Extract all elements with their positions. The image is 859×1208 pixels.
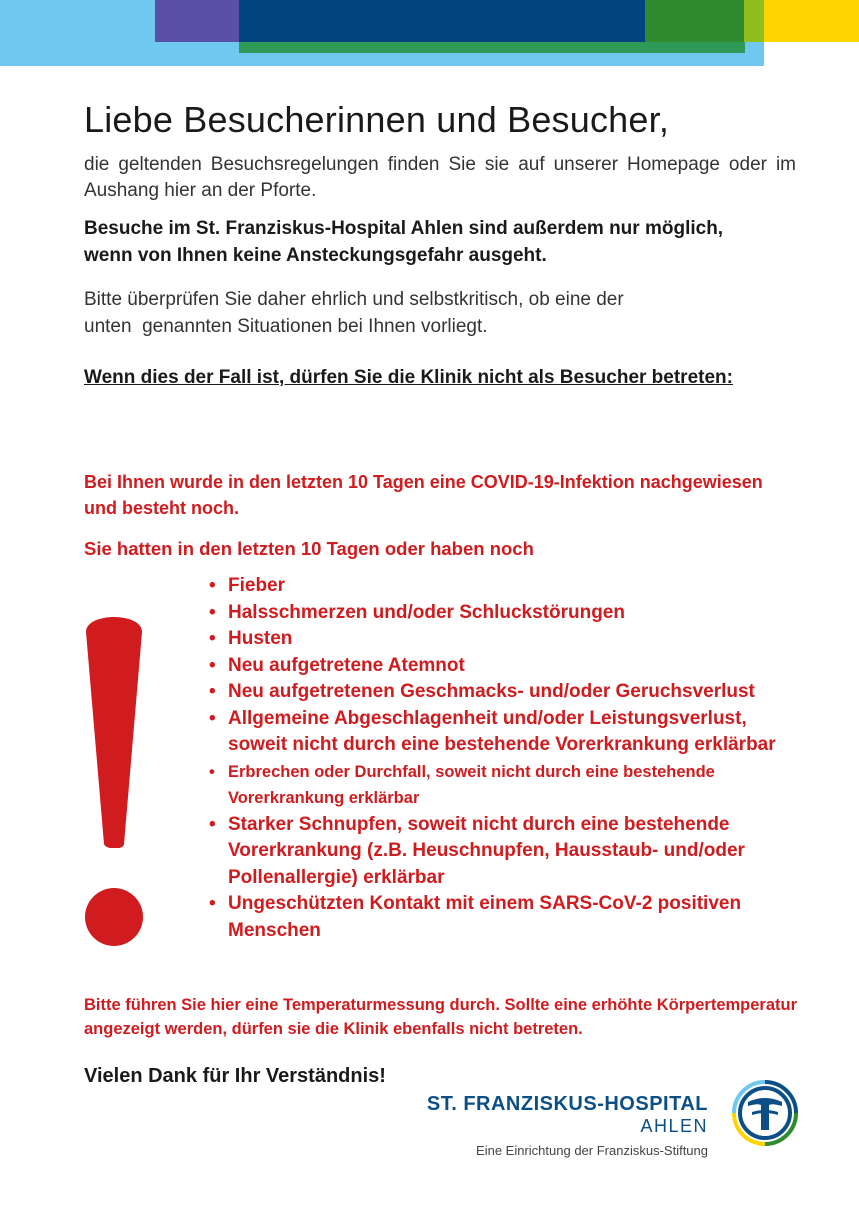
check-paragraph	[84, 286, 734, 340]
organization-city: AHLEN	[640, 1116, 708, 1136]
header-bar-purple	[155, 0, 245, 42]
list-item: • Ungeschützten Kontakt mit einem SARS-CoV-2 positiven Menschen	[208, 891, 798, 944]
list-item: • Starker Schnupfen, soweit nicht durch eine bestehende Vorerkrankung (z.B. Heuschnupfen, Hausstaub- und/oder Pollenallergie) erklärbar	[208, 812, 798, 892]
bold-notice	[84, 215, 796, 269]
header-bar-green	[645, 0, 745, 42]
temperature-notice: Bitte führen Sie hier eine Temperaturmessung durch. Sollte eine erhöhte Körpertemperatur angezeigt werden, dürfen sie die Klinik ebenfalls nicht betreten.	[84, 996, 798, 1038]
intro-paragraph: die geltenden Besuchsregelungen finden Sie sie auf unserer Homepage oder im Aushang hier an der Pforte.	[84, 154, 796, 201]
covid-notice: Bei Ihnen wurde in den letzten 10 Tagen eine COVID-19-Infektion nachgewiesen und besteht noch.	[84, 472, 763, 518]
symptoms-intro: Sie hatten in den letzten 10 Tagen oder haben noch	[84, 538, 534, 559]
warning-heading: Wenn dies der Fall ist, dürfen Sie die Klinik nicht als Besucher betreten:	[84, 367, 733, 388]
check-line1: Bitte überprüfen Sie daher ehrlich und selbstkritisch, ob eine der	[84, 289, 624, 310]
bold-notice-line1: Besuche im St. Franziskus-Hospital Ahlen sind außerdem nur möglich,	[84, 218, 724, 239]
organization-subtitle: Eine Einrichtung der Franziskus-Stiftung	[476, 1143, 708, 1158]
header-bar-navy	[239, 0, 649, 42]
exclamation-mark-icon	[84, 606, 144, 848]
page-title: Liebe Besucherinnen und Besucher,	[84, 99, 670, 140]
check-line2: unten genannten Situationen bei Ihnen vorliegt.	[84, 316, 488, 337]
thanks-message: Vielen Dank für Ihr Verständnis!	[84, 1065, 386, 1087]
list-item: • Neu aufgetretene Atemnot	[208, 653, 798, 680]
header-bar-green-strip	[239, 42, 745, 53]
list-item: • Erbrechen oder Durchfall, soweit nicht durch eine bestehende Vorerkrankung erklärbar	[208, 759, 798, 812]
list-item: • Fieber	[208, 573, 798, 600]
organization-name: ST. FRANZISKUS-HOSPITAL	[426, 1093, 708, 1115]
list-item: • Halsschmerzen und/oder Schluckstörungen	[208, 600, 798, 627]
header-bar-yellow	[764, 0, 859, 42]
list-item: • Neu aufgetretenen Geschmacks- und/oder Geruchsverlust	[208, 679, 798, 706]
hospital-logo-icon	[730, 1078, 800, 1148]
header-bar-lime	[744, 0, 764, 42]
list-item: • Husten	[208, 626, 798, 653]
exclamation-dot-icon	[85, 888, 143, 946]
list-item: • Allgemeine Abgeschlagenheit und/oder Leistungsverlust, soweit nicht durch eine bestehende Vorerkrankung erklärbar	[208, 706, 798, 759]
bold-notice-line2: wenn von Ihnen keine Ansteckungsgefahr ausgeht.	[84, 245, 547, 266]
symptom-list	[208, 573, 798, 944]
